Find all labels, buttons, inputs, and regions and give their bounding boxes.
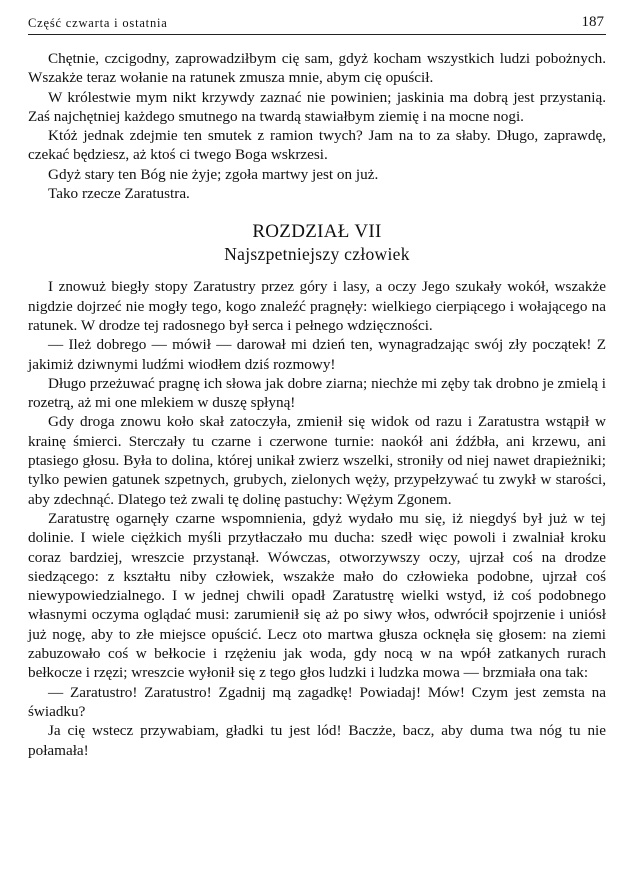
chapter-number: ROZDZIAŁ VII	[252, 221, 382, 243]
running-title: Część czwarta i ostatnia	[28, 16, 168, 30]
chapter-title: Najszpetniejszy człowiek	[224, 244, 410, 265]
paragraph: Któż jednak zdejmie ten smutek z ramion twych? Jam na to za słaby. Długo, zaprawdę, czekać będziesz, aż ktoś ci twego Boga wskrzesi.	[28, 127, 606, 164]
book-page	[28, 10, 606, 760]
paragraph: Chętnie, czcigodny, zaprowadziłbym cię sam, gdyż kocham wszystkich ludzi pobożnych. Wszakże teraz wołanie na ratunek zmusza mnie, abym cię opuścił.	[28, 50, 606, 87]
text-block-chapter	[28, 277, 606, 759]
paragraph: — Zaratustro! Zaratustro! Zgadnij mą zagadkę! Powiadaj! Mów! Czym jest zemsta na świadku?	[28, 683, 606, 720]
chapter-heading	[28, 221, 606, 265]
text-block-top	[28, 49, 606, 203]
paragraph: I znowuż biegły stopy Zaratustry przez góry i lasy, a oczy Jego szukały wokół, wszakże nigdzie dojrzeć nie mogły tego, kogo znaleźć pragnęły: wielkiego cierpiącego i wołającego na ratunek. W drodze tej radosnego był serca i pełnego wdzięczności.	[28, 278, 606, 334]
page-number: 187	[581, 14, 604, 30]
paragraph: W królestwie mym nikt krzywdy zaznać nie powinien; jaskinia ma dobrą jest przystanią. Zaś najchętniej każdego smutnego na twardą stawiałbym ziemię i na mocne nogi.	[28, 88, 606, 125]
paragraph: Ja cię wstecz przywabiam, gładki tu jest lód! Baczże, bacz, aby duma twa nóg tu nie połamała!	[28, 722, 606, 759]
paragraph: Gdy droga znowu koło skał zatoczyła, zmienił się widok od razu i Zaratustra wstąpił w krainę śmierci. Sterczały tu czarne i czerwone turnie: naokół ani źdźbła, ani krzewu, ani ptasiego głosu. Była to dolina, której unikał zwierz wszelki, stroniły od niej nawet drapieżniki; tylko pewien gatunek szpetnych, grubych, zielonych węży, przypełzywać tu zwykł w starości, aby zdechnąć. Dlatego też zwali tę dolinę pastuchy: Wężym Zgonem.	[28, 413, 606, 508]
paragraph: Długo przeżuwać pragnę ich słowa jak dobre ziarna; niechże mi zęby tak drobno je zmielą i rozetrą, aż mi one mlekiem w duszę spłyną!	[28, 374, 606, 412]
paragraph: — Ileż dobrego — mówił — darował mi dzień ten, wynagradzając swój zły początek! Z jakimiż dziwnymi ludźmi wiodłem dziś rozmowy!	[28, 336, 606, 373]
paragraph: Zaratustrę ogarnęły czarne wspomnienia, gdyż wydało mu się, iż niegdyś był już w tej dolinie. I wiele ciężkich myśli przytłaczało mu ducha: szedł więc powoli i zwalniał kroku coraz bardziej, wreszcie przystanął. Wówczas, otworzywszy oczy, ujrzał coś na drodze siedzącego: z kształtu niby człowiek, wszakże mało do człowieka podobne, ujrzał coś niewypowiedzialnego. I w jednej chwili opadł Zaratustrę wielki wstyd, iż coś podobnego własnymi oczyma oglądać musi: zarumienił się aż po siwy włos, odwrócił spojrzenie i uniósł już nogę, aby to złe miejsce opuścić. Lecz oto martwa głusza ocknęła się głosem: na ziemi zabuzowało coś w bełkocie i rzężeniu jak woda, gdy nocą w na wpół zatkanych rurach bełkocze i rzęzi; wreszcie wyłonił się z tego głos ludzki i ludzka mowa — brzmiała ona tak:	[28, 509, 606, 682]
paragraph: Gdyż stary ten Bóg nie żyje; zgoła martwy jest on już.	[48, 165, 379, 183]
paragraph: Tako rzecze Zaratustra.	[48, 185, 190, 203]
running-header	[28, 10, 606, 35]
